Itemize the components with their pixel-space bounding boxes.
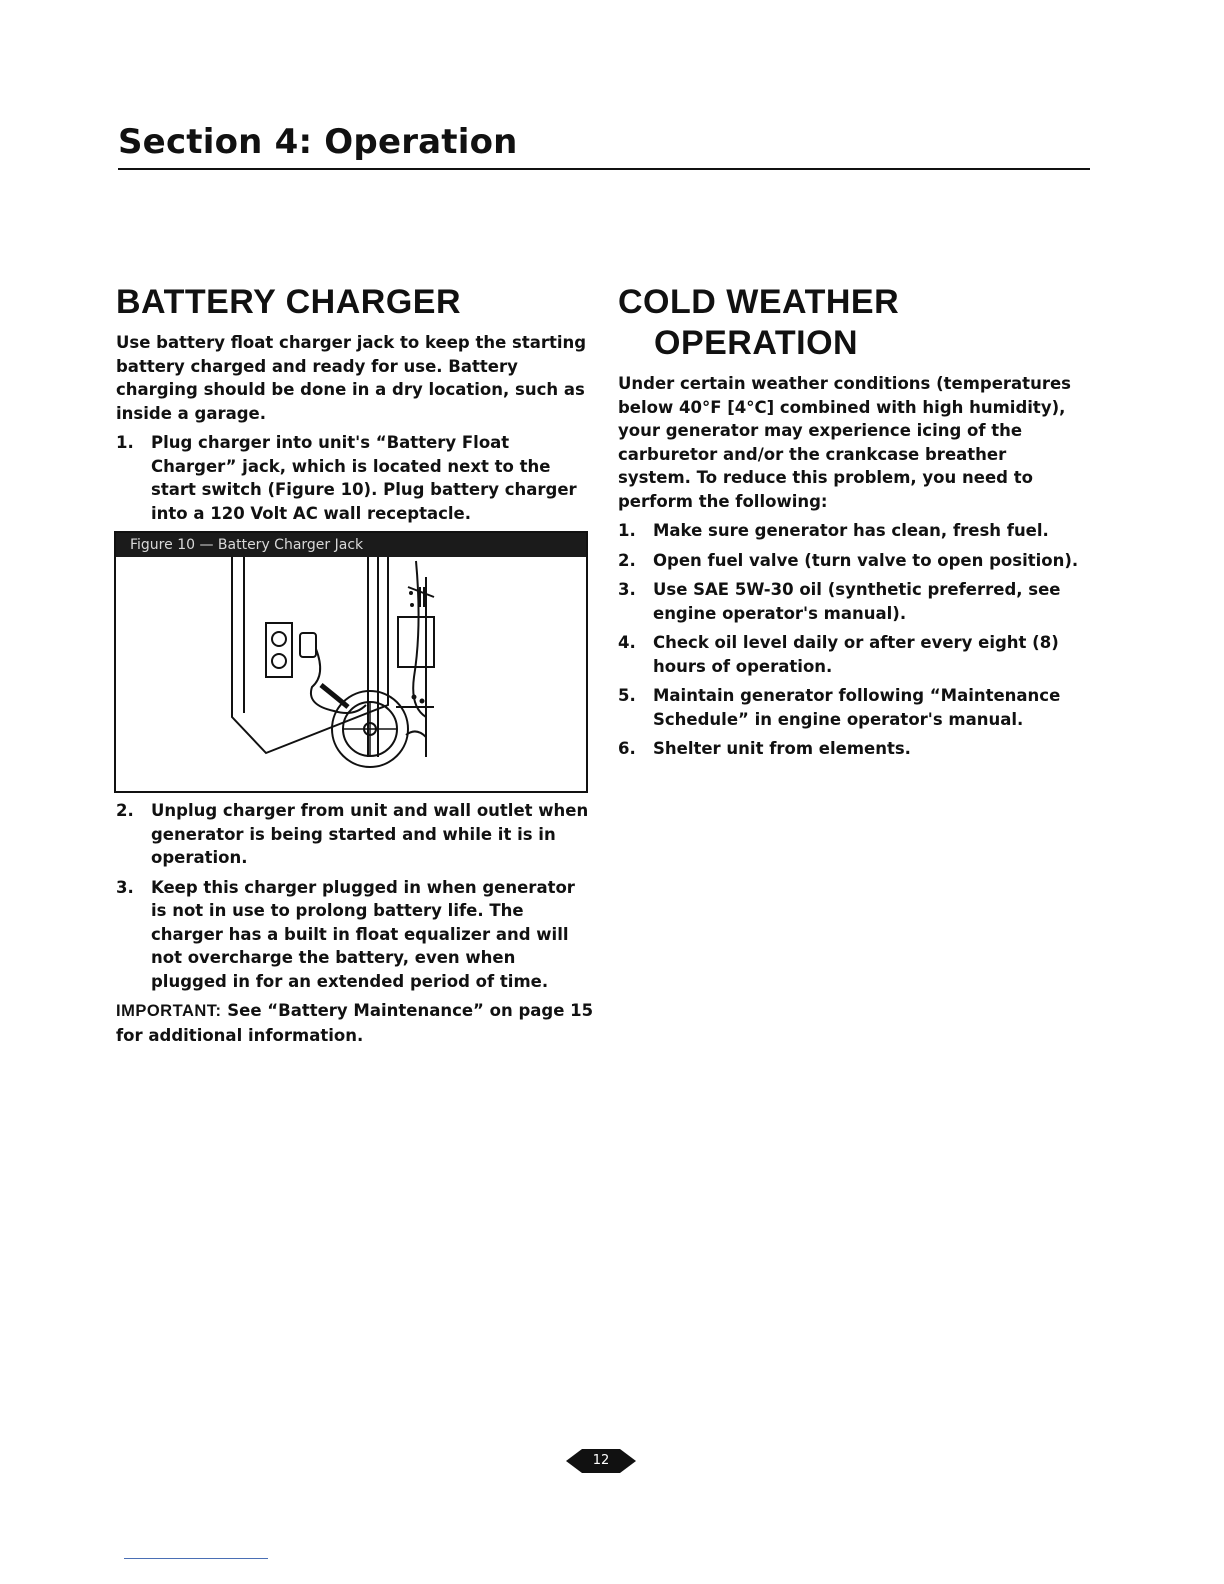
frame-curve [413,561,426,717]
battery-charger-column [116,282,594,1053]
important-note [116,999,594,1047]
step-text: Check oil level daily or after every eight (8) hours of operation. [653,633,1059,676]
charger-cable [311,649,366,713]
step-text: Maintain generator following “Maintenance Schedule” in engine operator's manual. [653,686,1061,729]
battery-charger-heading: BATTERY CHARGER [116,283,461,321]
cold-weather-step [618,549,1080,573]
step-text: Plug charger into unit's “Battery Float Charger” jack, which is located next to the start switch (Figure 10). Plug battery charger into a 120 Volt AC wall receptacle. [151,433,577,523]
cold-weather-intro: Under certain weather conditions (temperatures below 40°F [4°C] combined with high humidity), your generator may experience icing of the carburetor and/or the crankcase breather system. To reduce this problem, you need to perform the following: [618,374,1071,511]
figure-caption: Figure 10 — Battery Charger Jack [116,533,586,557]
page-number: 12 [592,1453,610,1468]
battery-charger-jack-illustration [116,557,586,791]
battery-step [116,799,594,870]
cable-coil [321,685,348,707]
section-title: Section 4: Operation [118,122,518,162]
wheel-spokes [344,703,396,755]
cold-weather-heading-line1: COLD WEATHER [618,283,900,321]
battery-step [116,876,594,994]
step-number: 5. [618,686,636,705]
step-text: Shelter unit from elements. [653,739,911,758]
page-number-badge [566,1447,636,1475]
battery-charger-intro: Use battery float charger jack to keep the starting battery charged and ready for use. Battery charging should be done in a dry location, such as inside a garage. [116,333,587,423]
step-text: Use SAE 5W-30 oil (synthetic preferred, see engine operator's manual). [653,580,1061,623]
step-number: 3. [618,580,636,599]
cold-weather-steps-list [618,519,1080,761]
cold-weather-heading-line2: OPERATION [654,324,859,362]
step-number: 3. [116,877,134,897]
cold-weather-step [618,631,1080,678]
step-number: 2. [618,550,636,570]
cold-weather-step [618,578,1080,625]
cold-weather-step [618,519,1080,543]
cold-weather-step [618,737,1080,761]
step-number: 6. [618,739,636,758]
outlet-socket-upper [272,632,286,646]
step-text: Keep this charger plugged in when generator is not in use to prolong battery life. The charger has a built in float equalizer and will not overcharge the battery, even when plugged in for an extended period of time. [151,877,575,991]
step-text: Unplug charger from unit and wall outlet when generator is being started and while it is in operation. [151,801,589,867]
cold-weather-column [618,282,1080,767]
step-number: 2. [116,801,134,820]
battery-step [116,431,594,525]
step-number: 1. [618,521,636,540]
footer-rule [124,1558,268,1559]
section-divider [118,168,1090,170]
step-text: Open fuel valve (turn valve to open position). [653,550,1079,570]
step-text: Make sure generator has clean, fresh fuel. [653,521,1049,540]
battery-steps-list-continued [116,799,594,993]
important-text: See “Battery Maintenance” on page 15 for additional information. [116,1001,594,1045]
wall-panel-outline [232,557,388,753]
figure-battery-charger-jack [114,531,588,793]
cold-weather-heading [618,282,1080,364]
battery-steps-list [116,431,594,525]
charger-plug [300,633,316,657]
cold-weather-step [618,684,1080,731]
frame-foot [406,731,426,737]
step-number: 1. [116,433,134,452]
outlet-socket-lower [272,654,286,668]
step-number: 4. [618,633,636,652]
start-switch-detail [420,587,424,607]
important-label: IMPORTANT: [116,1002,222,1020]
